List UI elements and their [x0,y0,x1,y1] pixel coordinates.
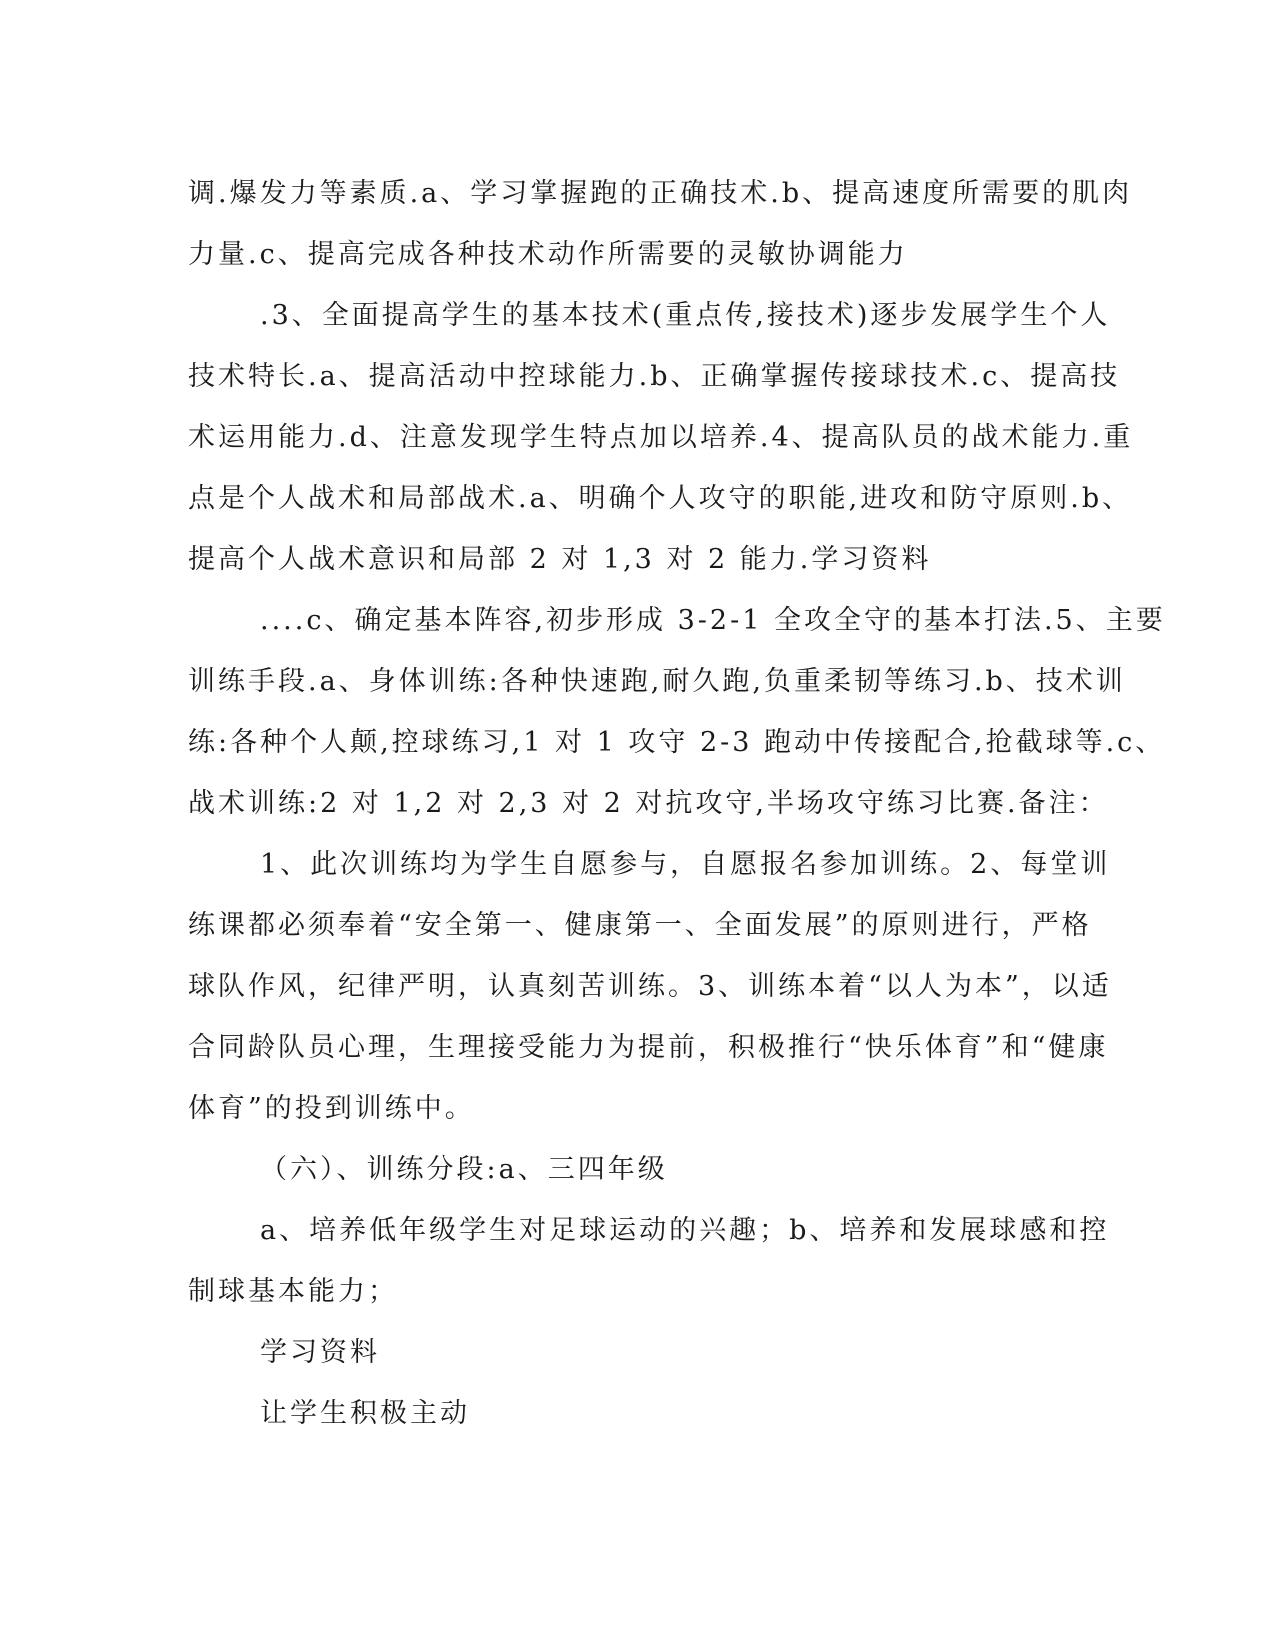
text-line: 点是个人战术和局部战术.a、明确个人攻守的职能,进攻和防守原则.b、 [188,483,1133,514]
text-line: 力量.c、提高完成各种技术动作所需要的灵敏协调能力 [188,239,908,270]
text-line: ....c、确定基本阵容,初步形成 3-2-1 全攻全守的基本打法.5、主要 [260,605,1166,636]
text-line: 球队作风，纪律严明，认真刻苦训练。3、训练本着“以人为本”，以适 [188,971,1112,1002]
section-heading: （六）、训练分段:a、三四年级 [260,1154,668,1185]
text-line: 合同龄队员心理，生理接受能力为提前，积极推行“快乐体育”和“健康 [188,1032,1109,1063]
text-line: 术运用能力.d、注意发现学生特点加以培养.4、提高队员的战术能力.重 [188,422,1134,453]
document-body [188,163,1166,1444]
text-line: 训练手段.a、身体训练:各种快速跑,耐久跑,负重柔韧等练习.b、技术训 [188,666,1126,697]
text-line: 让学生积极主动 [260,1398,470,1429]
text-line: 技术特长.a、提高活动中控球能力.b、正确掌握传接球技术.c、提高技 [188,361,1121,392]
text-line: 1、此次训练均为学生自愿参与，自愿报名参加训练。2、每堂训 [260,849,1111,880]
text-line: 练:各种个人颠,控球练习,1 对 1 攻守 2-3 跑动中传接配合,抢截球等.c、 [188,727,1166,758]
text-line: 练课都必须奉着“安全第一、健康第一、全面发展”的原则进行，严格 [188,910,1092,941]
text-line: 提高个人战术意识和局部 2 对 1,3 对 2 能力.学习资料 [188,544,932,575]
text-line: 调.爆发力等素质.a、学习掌握跑的正确技术.b、提高速度所需要的肌肉 [188,178,1133,209]
text-line: 学习资料 [260,1337,380,1368]
text-line: 体育”的投到训练中。 [188,1093,475,1124]
text-line: .3、全面提高学生的基本技术(重点传,接技术)逐步发展学生个人 [260,300,1111,331]
text-line: 制球基本能力； [188,1276,398,1307]
text-line: a、培养低年级学生对足球运动的兴趣；b、培养和发展球感和控 [260,1215,1110,1246]
text-line: 战术训练:2 对 1,2 对 2,3 对 2 对抗攻守,半场攻守练习比赛.备注： [188,788,1109,819]
